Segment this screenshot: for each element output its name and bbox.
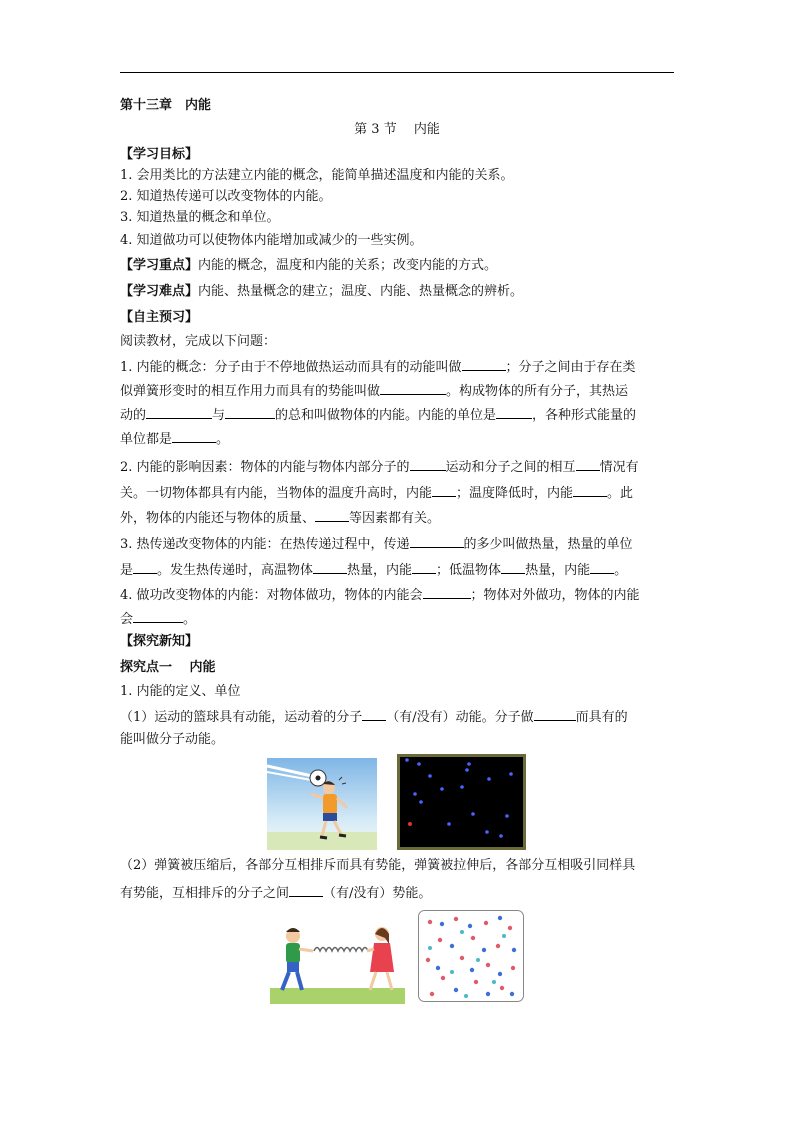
answer-blank[interactable] — [534, 708, 576, 721]
goal-item: 1. 会用类比的方法建立内能的概念，能简单描述温度和内能的关系。 — [120, 168, 514, 183]
preview-q3-line2: 是 。发生热传递时，高温物体 热量，内能 ；低温物体 热量，内能 。 — [120, 563, 628, 578]
preview-q1-line4: 单位都是 。 — [120, 432, 230, 447]
spring-tug-illustration — [270, 912, 405, 1004]
preview-q1-line3: 动的 与 的总和叫做物体的内能。内能的单位是 ，各种形式能量的 — [120, 408, 637, 423]
goal-item: 3. 知道热量的概念和单位。 — [120, 210, 280, 225]
molecule-motion-illustration — [397, 754, 526, 850]
preview-q2-line1: 2. 内能的影响因素：物体的内能与物体内部分子的 运动和分子之间的相互 情况有 — [120, 460, 639, 475]
difficult-points — [120, 284, 674, 300]
soccer-heading-illustration — [267, 758, 377, 850]
explore-q1-line1: （1）运动的篮球具有动能，运动着的分子 （有/没有）动能。分子做 而具有的 — [120, 710, 628, 725]
difficulty-heading: 【学习难点】 — [120, 284, 199, 299]
section-title: 第 3 节 内能 — [354, 122, 440, 137]
explore-q2-line1: （2）弹簧被压缩后，各部分互相排斥而具有势能，弹簧被拉伸后，各部分互相吸引同样具 — [120, 858, 636, 873]
answer-blank[interactable] — [315, 509, 349, 522]
answer-blank[interactable] — [573, 484, 607, 497]
answer-blank[interactable] — [423, 586, 471, 599]
key-text: 内能的概念，温度和内能的关系；改变内能的方式。 — [198, 258, 498, 273]
answer-blank[interactable] — [432, 484, 456, 497]
explore-subheading: 1. 内能的定义、单位 — [120, 684, 241, 699]
answer-blank[interactable] — [362, 708, 386, 721]
key-points — [120, 258, 674, 274]
molecule-distribution-illustration — [418, 910, 524, 1002]
goal-item: 2. 知道热传递可以改变物体的内能。 — [120, 189, 332, 204]
explore-q1-line2: 能叫做分子动能。 — [120, 732, 225, 747]
answer-blank[interactable] — [412, 561, 436, 574]
preview-heading: 【自主预习】 — [120, 310, 199, 325]
preview-intro: 阅读教材，完成以下问题： — [120, 334, 277, 349]
preview-q3-line1: 3. 热传递改变物体的内能：在热传递过程中，传递 的多少叫做热量，热量的单位 — [120, 537, 633, 552]
difficulty-text: 内能、热量概念的建立；温度、内能、热量概念的辨析。 — [198, 284, 524, 299]
answer-blank[interactable] — [462, 358, 506, 371]
preview-q4-line2: 会 。 — [120, 612, 197, 627]
preview-q2-line2: 关。一切物体都具有内能，当物体的温度升高时，内能 ；温度降低时，内能 。此 — [120, 486, 634, 501]
answer-blank[interactable] — [146, 406, 212, 419]
header-rule — [120, 72, 674, 73]
key-heading: 【学习重点】 — [120, 258, 199, 273]
answer-blank[interactable] — [289, 884, 323, 897]
answer-blank[interactable] — [410, 535, 464, 548]
answer-blank[interactable] — [501, 561, 525, 574]
answer-blank[interactable] — [380, 382, 446, 395]
goals-heading: 【学习目标】 — [120, 147, 199, 162]
preview-q2-line3: 外，物体的内能还与物体的质量、 等因素都有关。 — [120, 511, 441, 526]
answer-blank[interactable] — [590, 561, 614, 574]
answer-blank[interactable] — [225, 406, 275, 419]
preview-q1-line2: 似弹簧形变时的相互作用力而具有的势能叫做 。构成物体的所有分子，其热运 — [120, 384, 629, 399]
answer-blank[interactable] — [133, 561, 157, 574]
chapter-title: 第十三章 内能 — [120, 98, 212, 113]
answer-blank[interactable] — [410, 458, 446, 471]
preview-q4-line1: 4. 做功改变物体的内能：对物体做功，物体的内能会 ；物体对外做功，物体的内能 — [120, 588, 640, 603]
explore-heading: 【探究新知】 — [120, 634, 199, 649]
answer-blank[interactable] — [576, 458, 600, 471]
goal-item: 4. 知道做功可以使物体内能增加或减少的一些实例。 — [120, 233, 423, 248]
preview-q1-line1: 1. 内能的概念：分子由于不停地做热运动而具有的动能叫做 ；分子之间由于存在类 — [120, 360, 636, 375]
answer-blank[interactable] — [496, 406, 532, 419]
answer-blank[interactable] — [313, 561, 347, 574]
answer-blank[interactable] — [172, 430, 216, 443]
explore-point-title: 探究点一 内能 — [120, 660, 216, 675]
explore-q2-line2: 有势能，互相排斥的分子之间 （有/没有）势能。 — [120, 886, 432, 901]
answer-blank[interactable] — [133, 610, 183, 623]
